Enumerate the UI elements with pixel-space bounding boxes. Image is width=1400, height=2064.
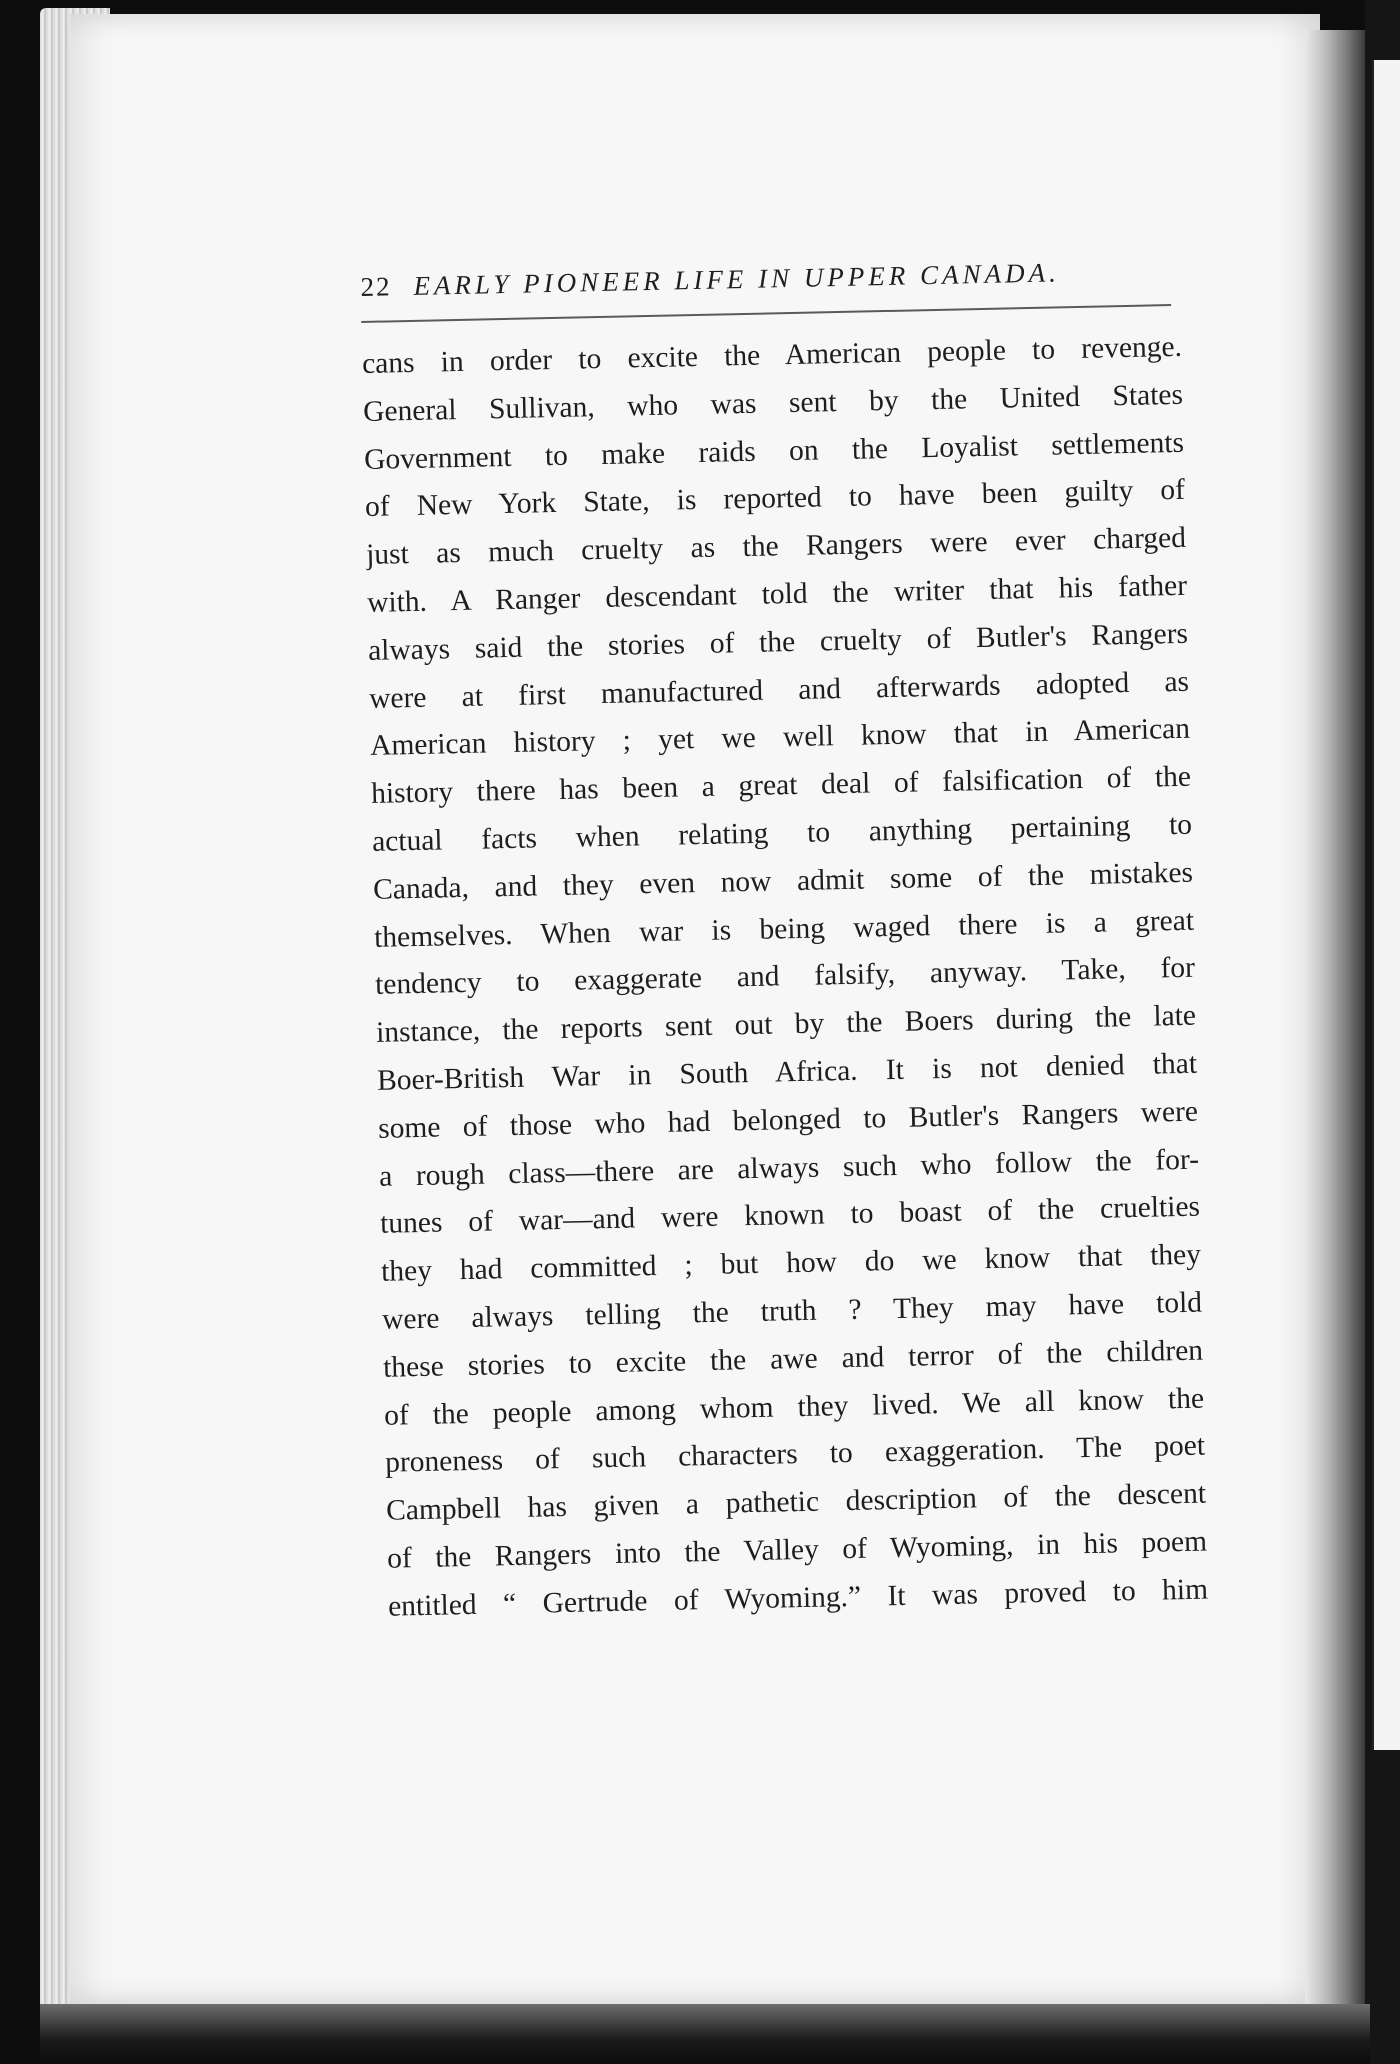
text-line: were always telling the truth ? They may have told xyxy=(381,1286,1203,1336)
text-line: they had committed ; but how do we know that they xyxy=(380,1238,1202,1288)
text-line: Government to make raids on the Loyalist settlements xyxy=(363,426,1185,476)
text-line: history there has been a great deal of falsification of the xyxy=(370,760,1192,811)
page-text-block xyxy=(360,249,1248,1631)
body-text xyxy=(362,324,1209,1631)
text-line: Campbell has given a pathetic description of the descent xyxy=(385,1477,1207,1527)
text-line: General Sullivan, who was sent by the United States xyxy=(362,378,1184,428)
page-number: 22 xyxy=(360,271,392,302)
text-line: with. A Ranger descendant told the writer that his father xyxy=(366,569,1188,619)
text-line: these stories to excite the awe and terror of the children xyxy=(382,1334,1204,1384)
text-line: Canada, and they even now admit some of the mistakes xyxy=(372,856,1194,906)
running-title: EARLY PIONEER LIFE IN UPPER CANADA. xyxy=(413,257,1061,301)
text-line: proneness of such characters to exaggeration. The poet xyxy=(384,1429,1206,1480)
text-line: American history ; yet we well know that in American xyxy=(369,713,1191,763)
facing-page-edge xyxy=(1372,60,1400,1750)
text-line: instance, the reports sent out by the Boers during the late xyxy=(375,999,1197,1049)
text-line: of the Rangers into the Valley of Wyoming, in his poem xyxy=(386,1525,1208,1575)
text-line: entitled “ Gertrude of Wyoming.” It was proved to him xyxy=(387,1573,1209,1623)
text-line: some of those who had belonged to Butler's Rangers were xyxy=(377,1095,1199,1145)
text-line: of the people among whom they lived. We all know the xyxy=(383,1382,1205,1432)
text-line: of New York State, is reported to have been guilty of xyxy=(364,474,1186,524)
scan-background-bottom xyxy=(40,2004,1370,2064)
text-line: a rough class—there are always such who follow the for- xyxy=(378,1143,1200,1193)
text-line: were at first manufactured and afterwards adopted as xyxy=(368,665,1190,715)
text-line: tendency to exaggerate and falsify, anyway. Take, for xyxy=(374,952,1196,1002)
text-line: always said the stories of the cruelty of Butler's Rangers xyxy=(367,617,1189,667)
text-line: actual facts when relating to anything pertaining to xyxy=(371,808,1193,858)
text-line: cans in order to excite the American people to revenge. xyxy=(361,330,1183,380)
text-line: Boer-British War in South Africa. It is not denied that xyxy=(376,1047,1198,1097)
binding-gutter xyxy=(1305,30,1365,2020)
text-line: just as much cruelty as the Rangers were ever charged xyxy=(365,521,1187,572)
header-rule xyxy=(361,304,1171,323)
text-line: themselves. When war is being waged there is a great xyxy=(373,904,1195,954)
text-line: tunes of war—and were known to boast of the cruelties xyxy=(379,1190,1201,1241)
